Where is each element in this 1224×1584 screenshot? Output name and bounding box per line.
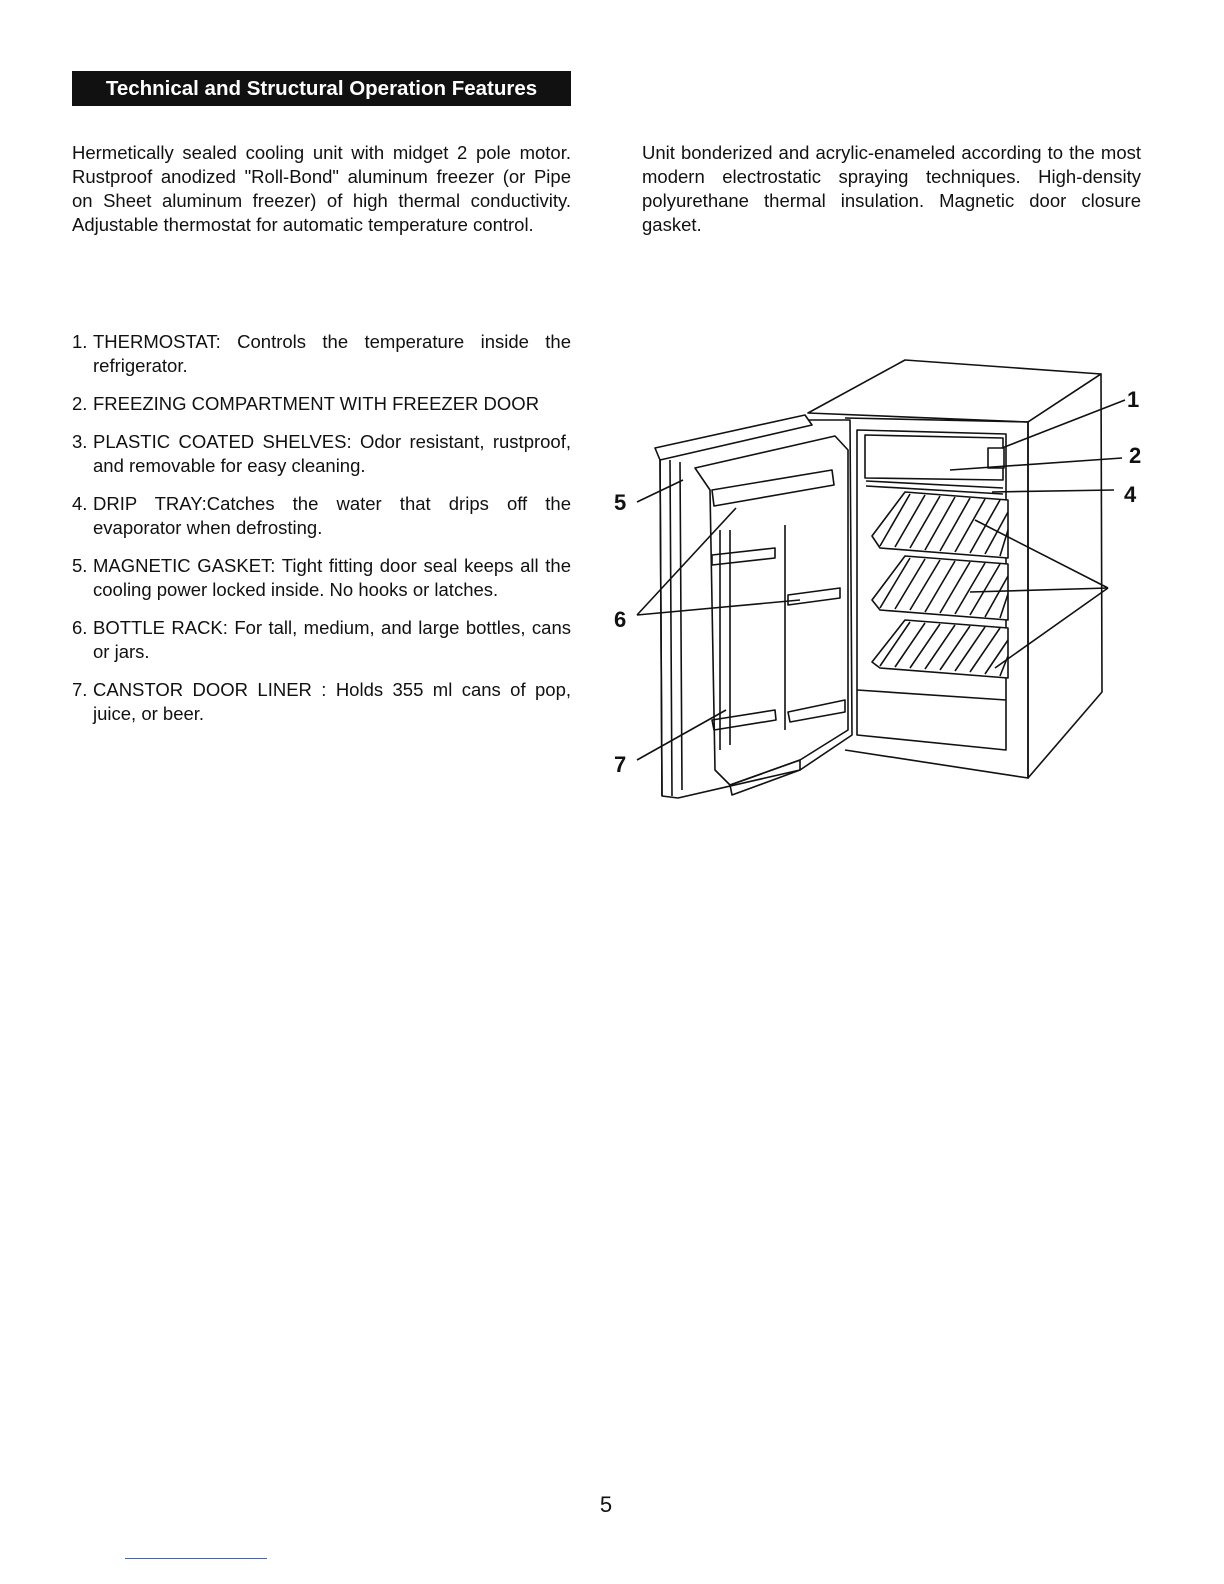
callout-2: 2 xyxy=(1129,443,1142,468)
refrigerator-diagram xyxy=(600,350,1160,810)
item-text: THERMOSTAT: Controls the temperature inside the refrigerator. xyxy=(93,331,571,376)
item-text: MAGNETIC GASKET: Tight fitting door seal keeps all the cooling power locked inside. No hooks or latches. xyxy=(93,555,571,600)
list-item xyxy=(72,678,571,726)
item-number: 5. xyxy=(72,555,88,576)
list-item xyxy=(72,330,571,378)
page-number: 5 xyxy=(599,1492,613,1517)
item-number: 6. xyxy=(72,617,88,638)
item-text: BOTTLE RACK: For tall, medium, and large bottles, cans or jars. xyxy=(93,617,571,662)
feature-list xyxy=(72,330,571,740)
item-number: 7. xyxy=(72,679,88,700)
callout-1: 1 xyxy=(1127,387,1140,412)
thermostat-knob xyxy=(988,448,1004,468)
list-item xyxy=(72,392,571,416)
callout-4: 4 xyxy=(1124,482,1137,507)
cabinet-right-side xyxy=(1028,374,1102,778)
intro-right-paragraph: Unit bonderized and acrylic-enameled according to the most modern electrostatic spraying techniques. High-density polyurethane thermal insulation. Magnetic door closure gasket. xyxy=(642,142,1141,235)
callout-5: 5 xyxy=(614,490,627,515)
item-text: PLASTIC COATED SHELVES: Odor resistant, rustproof, and removable for easy cleaning. xyxy=(93,431,571,476)
item-number: 1. xyxy=(72,331,88,352)
list-item xyxy=(72,430,571,478)
list-item xyxy=(72,492,571,540)
item-number: 2. xyxy=(72,393,88,414)
item-text: DRIP TRAY:Catches the water that drips off the evaporator when defrosting. xyxy=(93,493,571,538)
item-number: 4. xyxy=(72,493,88,514)
callout-6: 6 xyxy=(614,607,627,632)
section-title: Technical and Structural Operation Features xyxy=(72,71,571,106)
item-text: CANSTOR DOOR LINER : Holds 355 ml cans of pop, juice, or beer. xyxy=(93,679,571,724)
callout-7: 7 xyxy=(614,752,627,777)
footer-line xyxy=(125,1558,267,1559)
intro-left-paragraph: Hermetically sealed cooling unit with midget 2 pole motor. Rustproof anodized "Roll-Bond" aluminum freezer (or Pipe on Sheet aluminum freezer) of high thermal conductivity. Adjustable thermostat for automatic temperature control. xyxy=(72,142,571,235)
item-number: 3. xyxy=(72,431,88,452)
list-item xyxy=(72,616,571,664)
item-text: FREEZING COMPARTMENT WITH FREEZER DOOR xyxy=(93,393,540,414)
list-item xyxy=(72,554,571,602)
